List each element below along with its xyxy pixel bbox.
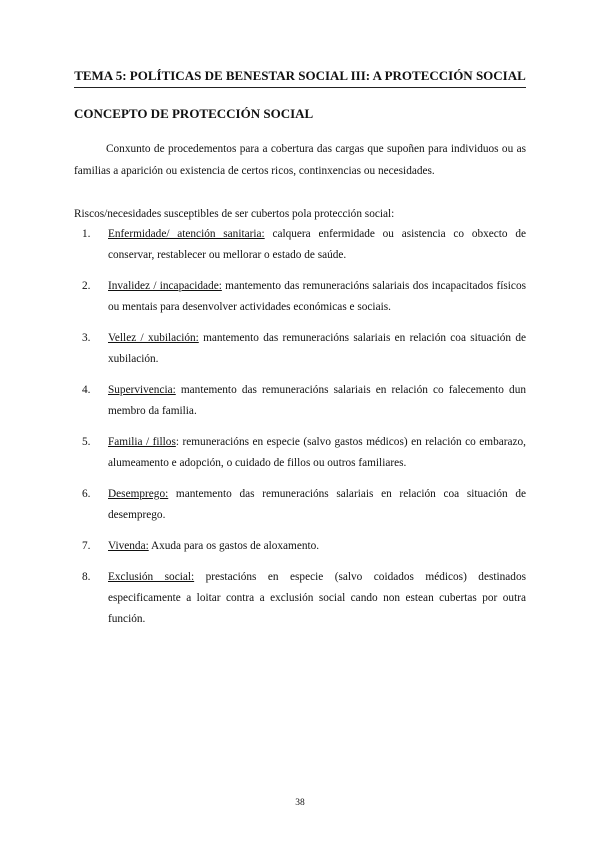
list-item-text: : remuneracións en especie (salvo gastos médicos) en relación co embarazo, alumeamento e adopción, o cuidado de fillos ou outros familiares. <box>108 436 526 469</box>
list-item-term: Invalidez / incapacidade: <box>108 280 222 292</box>
list-item-text: mantemento das remuneracións salariais dos incapacitados físicos ou mentais para desenvolver actividades económicas e sociais. <box>108 280 526 313</box>
list-item-term: Supervivencia: <box>108 384 176 396</box>
list-item <box>82 536 526 557</box>
section-heading: CONCEPTO DE PROTECCIÓN SOCIAL <box>74 106 314 121</box>
list-item-text: mantemento das remuneracións salariais en relación coa situación de desemprego. <box>108 488 526 521</box>
list-item-text: prestacións en especie (salvo coidados médicos) destinados especificamente a loitar contra a exclusión social cando non estean cubertas por outra función. <box>108 571 526 625</box>
list-item <box>82 432 526 474</box>
list-item-number: 3. <box>82 332 91 344</box>
list-item-number: 8. <box>82 571 91 583</box>
list-item <box>82 567 526 630</box>
intro-paragraph: Conxunto de procedementos para a cobertura das cargas que supoñen para individuos ou as familias a aparición ou existencia de certos ricos, continxencias ou necesidades. <box>74 143 526 177</box>
list-item-number: 1. <box>82 228 91 240</box>
list-item-text: mantemento das remuneracións salariais en relación co falecemento dun membro da familia. <box>108 384 526 417</box>
list-item-term: Enfermidade/ atención sanitaria: <box>108 228 265 240</box>
list-item <box>82 380 526 422</box>
list-item <box>82 276 526 318</box>
list-item-number: 6. <box>82 488 91 500</box>
list-lead-text: Riscos/necesidades susceptibles de ser cubertos pola protección social: <box>74 208 395 220</box>
page-number: 38 <box>295 798 305 808</box>
list-item <box>82 484 526 526</box>
list-item-term: Desemprego: <box>108 488 169 500</box>
chapter-title: TEMA 5: POLÍTICAS DE BENESTAR SOCIAL III: A PROTECCIÓN SOCIAL <box>74 68 526 88</box>
list-item-term: Vellez / xubilación: <box>108 332 199 344</box>
list-item-number: 4. <box>82 384 91 396</box>
list-item-number: 5. <box>82 436 91 448</box>
list-item-number: 7. <box>82 540 91 552</box>
list-item-number: 2. <box>82 280 91 292</box>
list-item-text: calquera enfermidade ou asistencia co obxecto de conservar, restablecer ou mellorar o estado de saúde. <box>108 228 526 261</box>
list-item <box>82 328 526 370</box>
list-item-term: Exclusión social: <box>108 571 195 583</box>
risks-list <box>82 224 526 640</box>
list-item-text: mantemento das remuneracións salariais en relación coa situación de xubilación. <box>108 332 526 365</box>
list-item-term: Vivenda: <box>108 540 149 552</box>
list-item-text: Axuda para os gastos de aloxamento. <box>150 540 320 552</box>
list-item-term: Familia / fillos <box>108 436 176 448</box>
list-item <box>82 224 526 266</box>
